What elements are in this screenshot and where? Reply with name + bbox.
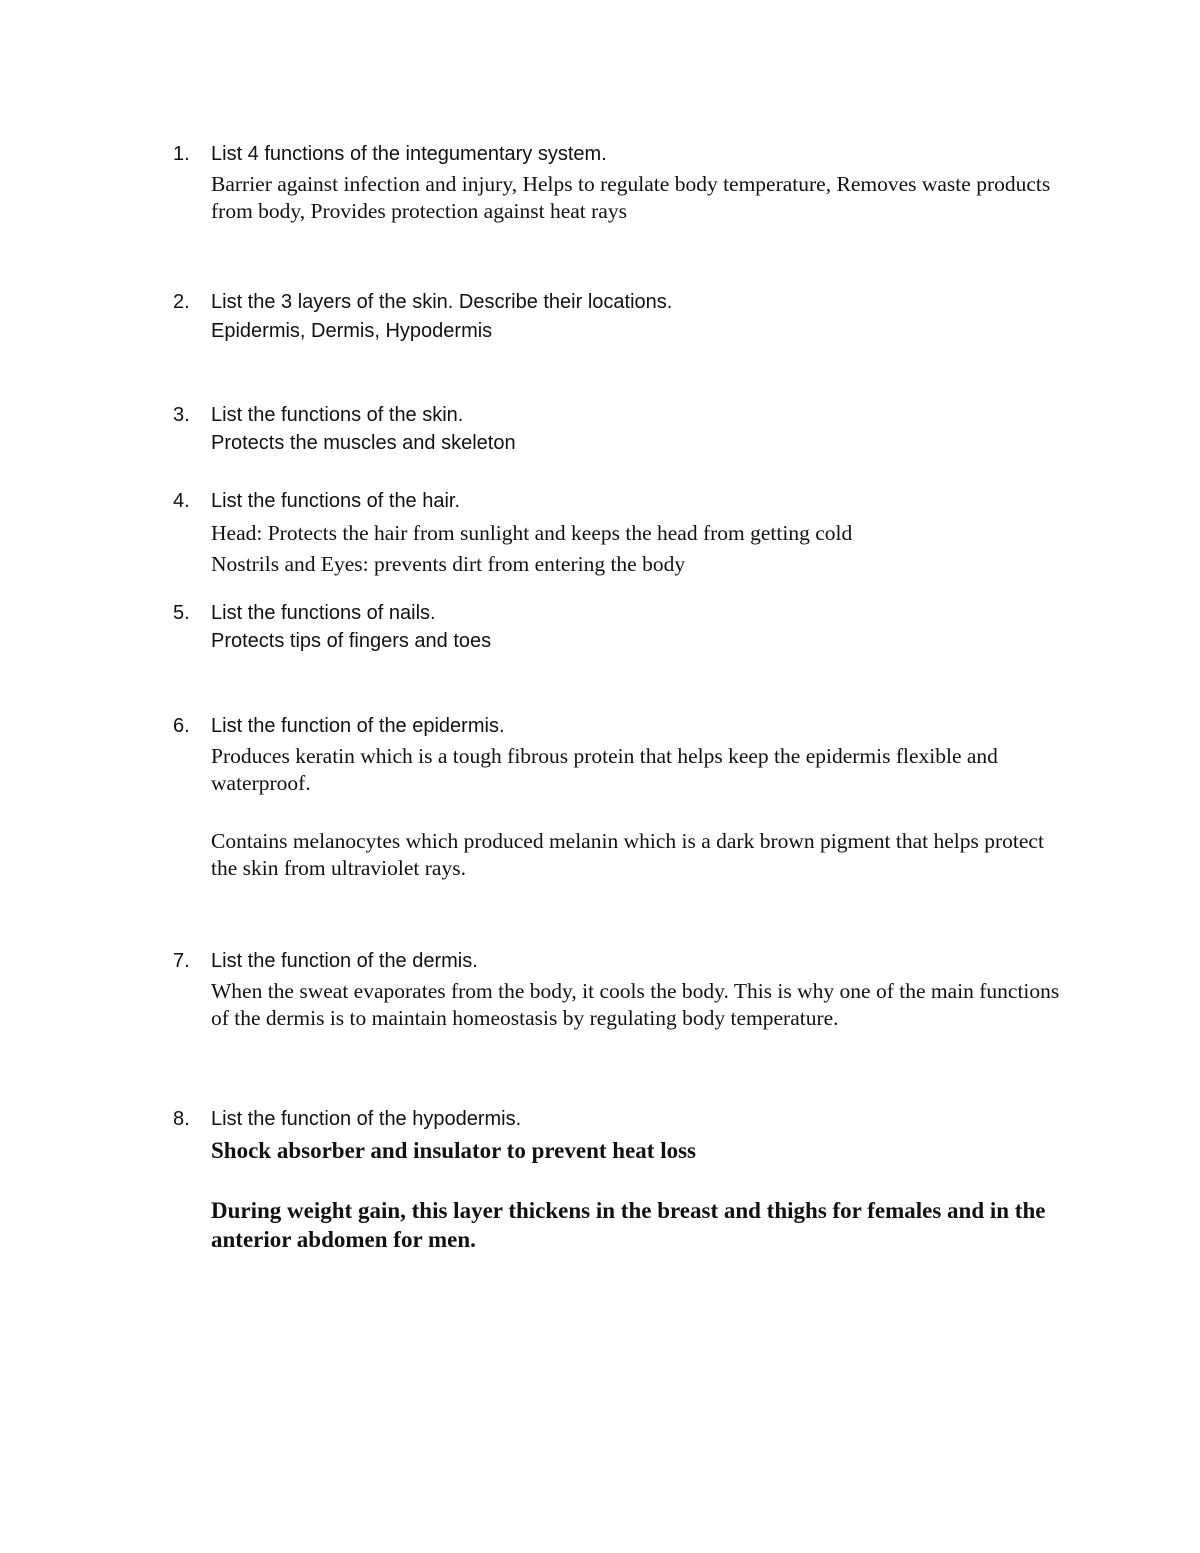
answer-block (211, 630, 1071, 652)
answer-text: Contains melanocytes which produced melanin which is a dark brown pigment that helps protect the skin from ultraviolet rays. (211, 829, 1044, 880)
question-number: 1. (173, 143, 190, 165)
answer-block (211, 320, 1071, 342)
answer-text: Nostrils and Eyes: prevents dirt from entering the body (211, 552, 686, 576)
answer-text: During weight gain, this layer thickens in the breast and thighs for females and in the anterior abdomen for men. (211, 1198, 1046, 1252)
question-number: 7. (173, 950, 190, 972)
answer-text: Epidermis, Dermis, Hypodermis (211, 320, 493, 342)
question-text: List the function of the hypodermis. (211, 1108, 522, 1130)
answer-block (211, 978, 1071, 1032)
answer-block (211, 432, 1071, 454)
question-text: List the functions of nails. (211, 602, 436, 624)
question-text: List the functions of the hair. (211, 490, 461, 512)
question-text: List 4 functions of the integumentary system. (211, 143, 607, 165)
question-number: 4. (173, 490, 190, 512)
question-number: 3. (173, 404, 190, 426)
answer-text: Protects tips of fingers and toes (211, 630, 492, 652)
question-text: List the 3 layers of the skin. Describe their locations. (211, 291, 673, 313)
answer-text: Protects the muscles and skeleton (211, 432, 516, 454)
answer-text: Barrier against infection and injury, Helps to regulate body temperature, Removes waste products from body, Provides protection against heat rays (211, 172, 1051, 223)
answer-block (211, 1136, 1071, 1254)
answer-block (211, 171, 1071, 225)
question-text: List the functions of the skin. (211, 404, 464, 426)
question-number: 2. (173, 291, 190, 313)
question-text: List the function of the epidermis. (211, 715, 505, 737)
question-text: List the function of the dermis. (211, 950, 478, 972)
answer-text: Shock absorber and insulator to prevent heat loss (211, 1138, 696, 1163)
question-number: 6. (173, 715, 190, 737)
answer-text: Head: Protects the hair from sunlight and keeps the head from getting cold (211, 521, 853, 545)
answer-block (211, 518, 1071, 580)
answer-text: Produces keratin which is a tough fibrous protein that helps keep the epidermis flexible and waterproof. (211, 744, 998, 795)
question-number: 5. (173, 602, 190, 624)
answer-block (211, 743, 1071, 882)
answer-text: When the sweat evaporates from the body, it cools the body. This is why one of the main functions of the dermis is to maintain homeostasis by regulating body temperature. (211, 979, 1060, 1030)
question-number: 8. (173, 1108, 190, 1130)
